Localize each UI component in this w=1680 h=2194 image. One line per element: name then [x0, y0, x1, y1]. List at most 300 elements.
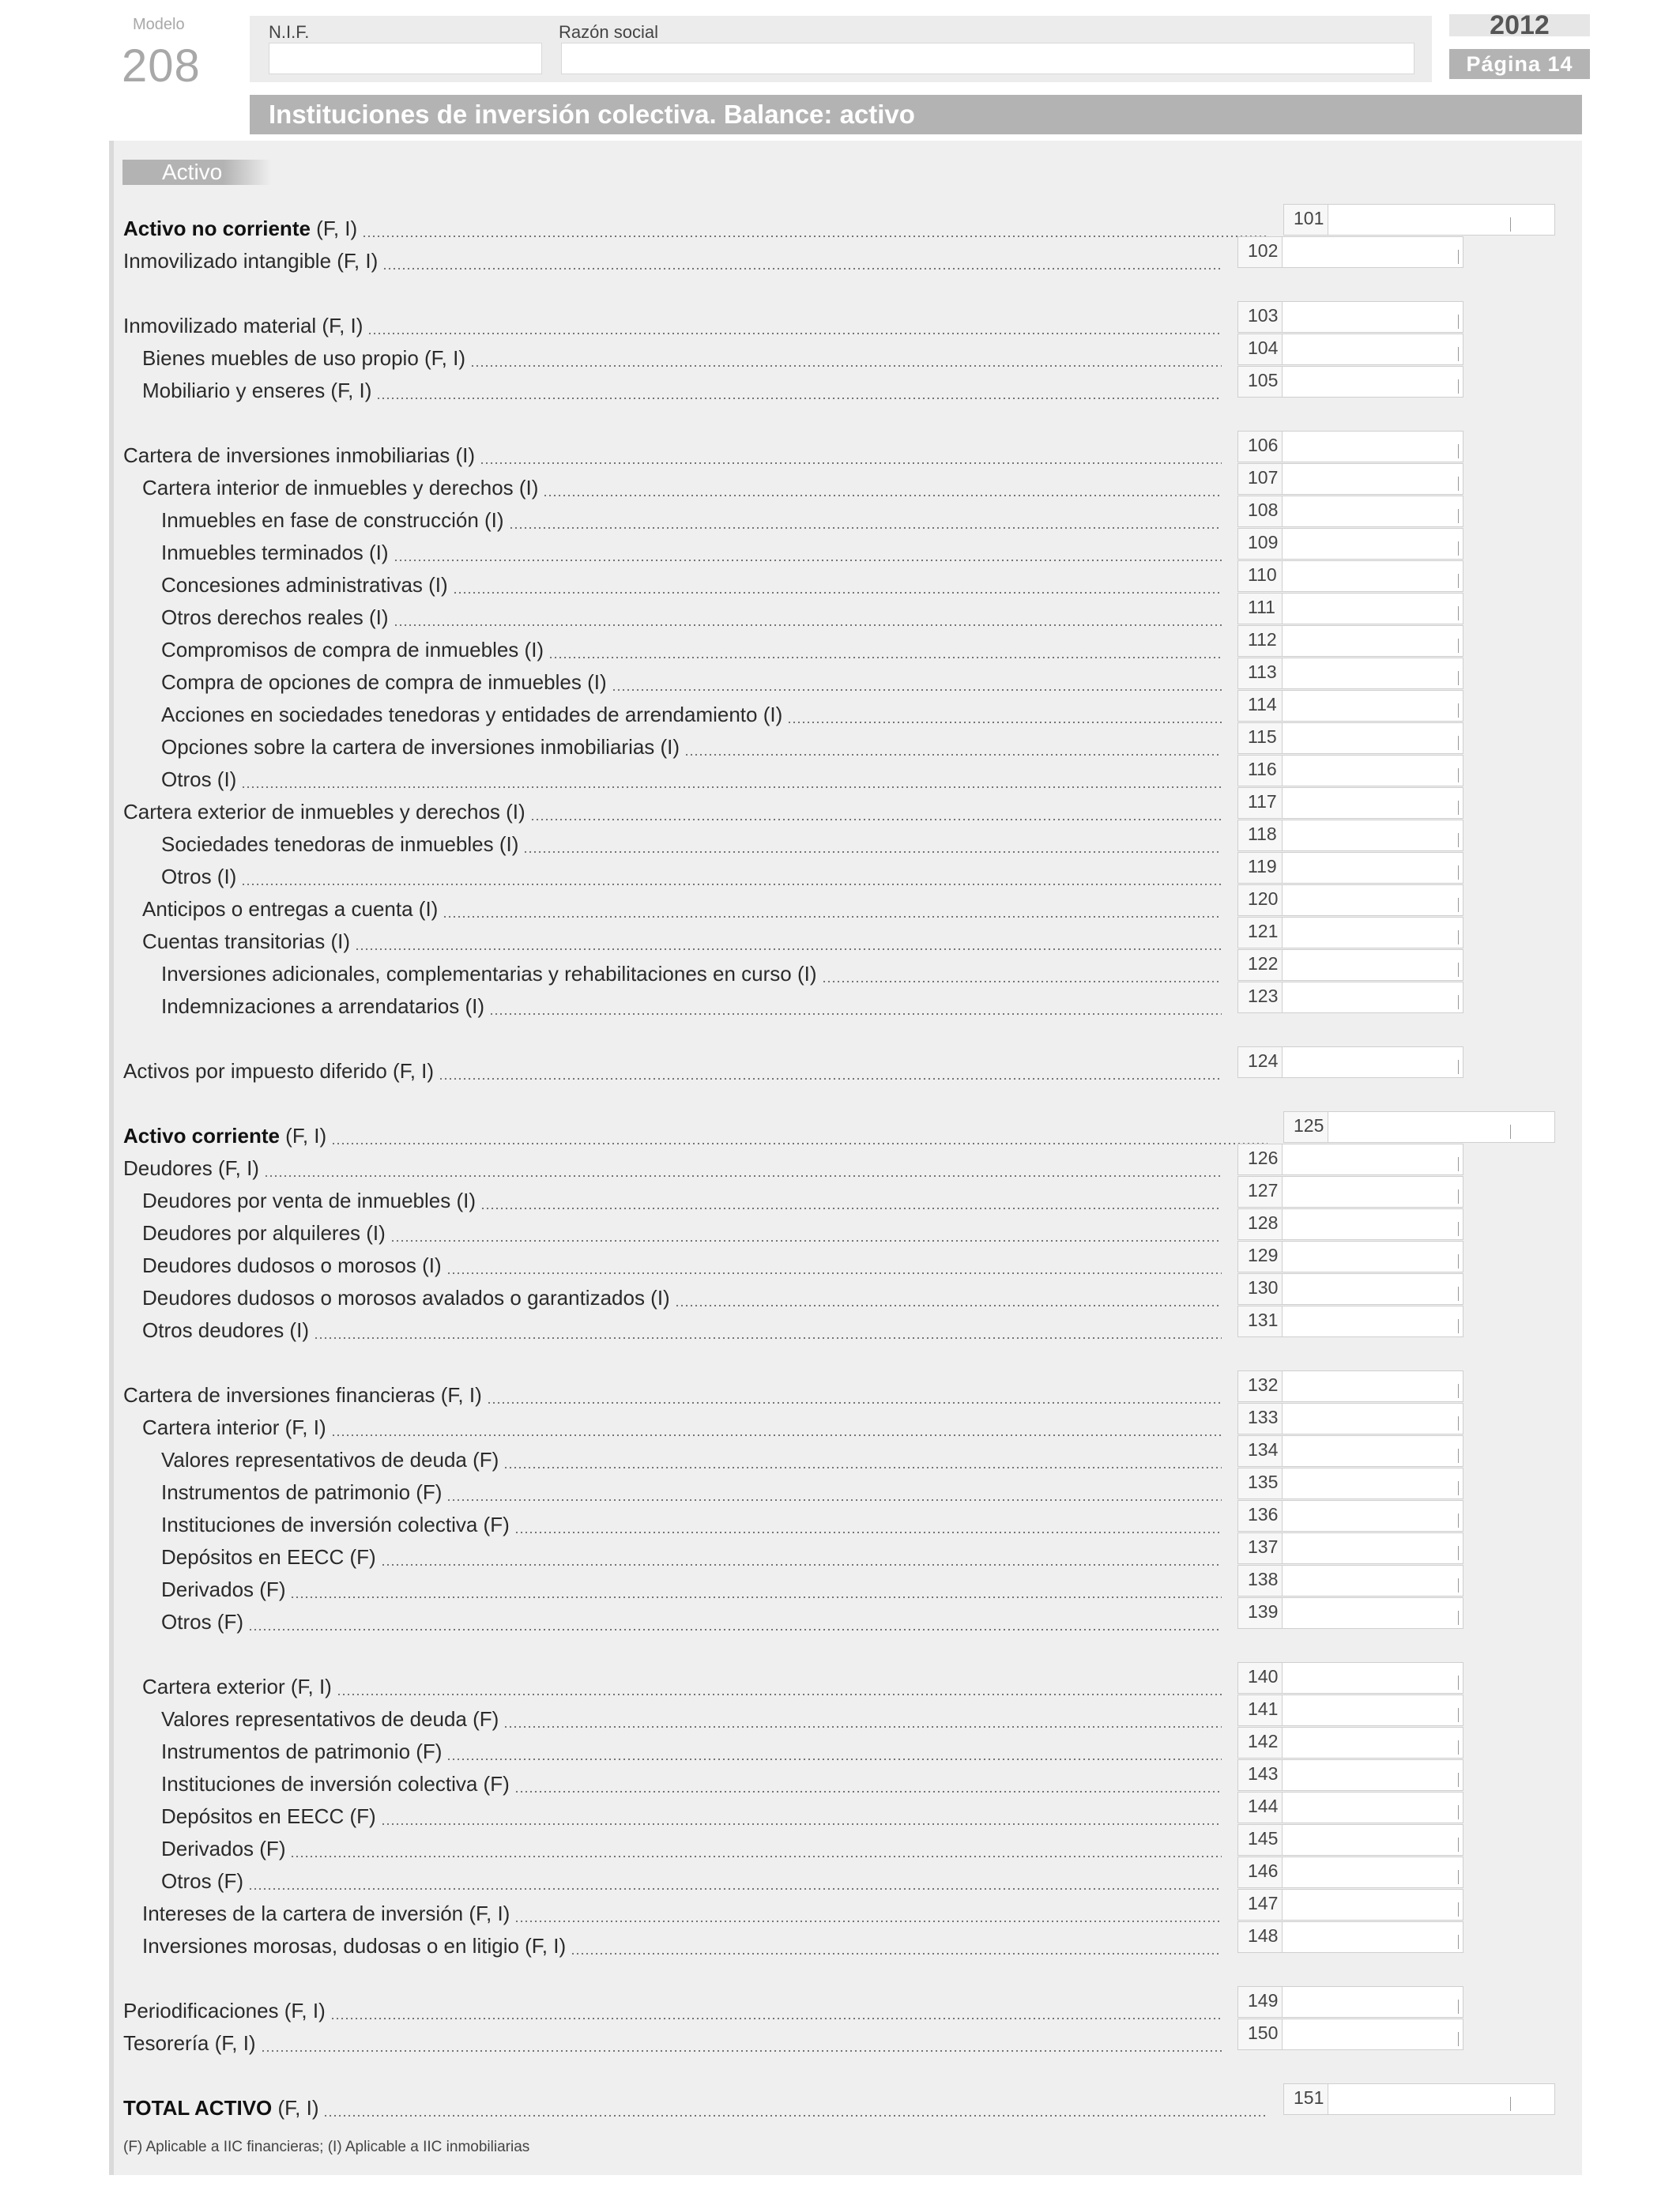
decimal-separator-mark [1458, 2032, 1459, 2046]
row-label-122 [161, 960, 817, 987]
row-label-text: Instrumentos de patrimonio (F) [161, 1740, 443, 1763]
row-label-bold: Activo corriente [123, 1124, 280, 1148]
row-label-131 [142, 1317, 309, 1344]
row-label-text: (F, I) [310, 217, 358, 240]
box-code-145: 145 [1237, 1824, 1282, 1856]
decimal-separator-mark [1458, 963, 1459, 977]
amount-input-110[interactable] [1282, 560, 1463, 592]
row-label-text: Instrumentos de patrimonio (F) [161, 1480, 443, 1504]
row-label-text: Depósitos en EECC (F) [161, 1545, 376, 1569]
dot-leader [248, 1629, 1222, 1630]
row-label-text: Cartera de inversiones financieras (F, I) [123, 1383, 482, 1407]
row-label-127 [142, 1187, 476, 1214]
decimal-separator-mark [1458, 1384, 1459, 1398]
box-code-147: 147 [1237, 1889, 1282, 1921]
box-code-116: 116 [1237, 755, 1282, 786]
box-code-121: 121 [1237, 917, 1282, 948]
decimal-separator-mark [1458, 1254, 1459, 1269]
box-code-122: 122 [1237, 949, 1282, 981]
row-label-118 [161, 831, 518, 858]
dot-leader [330, 2018, 1222, 2019]
row-label-126 [123, 1155, 259, 1182]
row-label-149 [123, 1997, 326, 2024]
dot-leader [571, 1953, 1222, 1955]
row-label-text: Activos por impuesto diferido (F, I) [123, 1059, 435, 1083]
box-code-101: 101 [1283, 204, 1328, 236]
decimal-separator-mark [1458, 1611, 1459, 1625]
decimal-separator-mark [1458, 1740, 1459, 1755]
row-label-text: Derivados (F) [161, 1578, 286, 1601]
dot-leader [453, 592, 1222, 594]
decimal-separator-mark [1458, 1416, 1459, 1431]
box-code-110: 110 [1237, 560, 1282, 592]
box-code-112: 112 [1237, 625, 1282, 657]
box-code-109: 109 [1237, 528, 1282, 560]
decimal-separator-mark [1458, 1773, 1459, 1787]
decimal-separator-mark [1458, 379, 1459, 394]
decimal-separator-mark [1458, 1578, 1459, 1593]
decimal-separator-mark [1458, 1902, 1459, 1917]
row-label-107 [142, 474, 538, 501]
row-label-text: Indemnizaciones a arrendatarios (I) [161, 994, 484, 1018]
dot-leader [248, 1888, 1222, 1890]
row-label-text: Cartera de inversiones inmobiliarias (I) [123, 443, 476, 467]
row-label-115 [161, 733, 680, 760]
row-label-129 [142, 1252, 442, 1279]
row-label-text: Compromisos de compra de inmuebles (I) [161, 638, 544, 662]
amount-input-118[interactable] [1282, 820, 1463, 851]
amount-input-111[interactable] [1282, 593, 1463, 624]
amount-input-121[interactable] [1282, 917, 1463, 948]
modelo-label: Modelo [133, 16, 185, 33]
box-code-139: 139 [1237, 1597, 1282, 1629]
dot-leader [684, 754, 1222, 756]
decimal-separator-mark [1458, 1189, 1459, 1204]
amount-input-125[interactable] [1328, 1111, 1555, 1143]
decimal-separator-mark [1458, 736, 1459, 750]
amount-input-127[interactable] [1282, 1176, 1463, 1208]
amount-input-151[interactable] [1328, 2083, 1555, 2115]
box-code-150: 150 [1237, 2019, 1282, 2050]
box-code-111: 111 [1237, 593, 1282, 624]
decimal-separator-mark [1458, 477, 1459, 491]
amount-input-145[interactable] [1282, 1824, 1463, 1856]
row-label-text: Inmovilizado material (F, I) [123, 314, 363, 337]
row-label-text: Sociedades tenedoras de inmuebles (I) [161, 832, 519, 856]
amount-input-148[interactable] [1282, 1921, 1463, 1953]
box-code-144: 144 [1237, 1792, 1282, 1823]
decimal-separator-mark [1458, 347, 1459, 361]
row-label-132 [123, 1382, 482, 1408]
box-code-120: 120 [1237, 884, 1282, 916]
box-code-105: 105 [1237, 366, 1282, 398]
decimal-separator-mark [1458, 1319, 1459, 1333]
dot-leader [480, 462, 1222, 464]
dot-leader [675, 1305, 1222, 1306]
row-label-110 [161, 571, 448, 598]
amount-input-105[interactable] [1282, 366, 1463, 398]
dot-leader [514, 1921, 1222, 1922]
decimal-separator-mark [1458, 606, 1459, 620]
row-label-148 [142, 1932, 566, 1959]
nif-input[interactable] [269, 43, 542, 74]
row-label-bold: TOTAL ACTIVO [123, 2096, 273, 2120]
row-label-139 [161, 1608, 243, 1635]
decimal-separator-mark [1458, 1449, 1459, 1463]
row-label-103 [123, 312, 363, 339]
decimal-separator-mark [1510, 1125, 1511, 1139]
amount-input-137[interactable] [1282, 1532, 1463, 1564]
row-label-120 [142, 895, 438, 922]
amount-input-115[interactable] [1282, 722, 1463, 754]
dot-leader [331, 1143, 1268, 1144]
box-code-148: 148 [1237, 1921, 1282, 1953]
row-label-119 [161, 863, 236, 890]
amount-input-130[interactable] [1282, 1273, 1463, 1305]
decimal-separator-mark [1458, 2000, 1459, 2014]
row-label-text: Derivados (F) [161, 1837, 286, 1860]
box-code-131: 131 [1237, 1306, 1282, 1337]
box-code-149: 149 [1237, 1986, 1282, 2018]
row-label-text: Inmuebles en fase de construcción (I) [161, 508, 504, 532]
row-label-text: Otros derechos reales (I) [161, 605, 389, 629]
razon-social-label: Razón social [559, 22, 658, 42]
box-code-135: 135 [1237, 1468, 1282, 1499]
dot-leader [314, 1337, 1222, 1339]
decimal-separator-mark [1510, 217, 1511, 232]
row-label-151 [123, 2094, 318, 2121]
amount-input-102[interactable] [1282, 236, 1463, 268]
decimal-separator-mark [1458, 574, 1459, 588]
row-label-146 [161, 1868, 243, 1894]
decimal-separator-mark [1458, 1676, 1459, 1690]
dot-leader [548, 657, 1222, 658]
dot-leader [264, 1175, 1222, 1177]
dot-leader [367, 333, 1222, 334]
row-label-text: Anticipos o entregas a cuenta (I) [142, 897, 439, 921]
amount-input-146[interactable] [1282, 1857, 1463, 1888]
box-code-143: 143 [1237, 1759, 1282, 1791]
row-label-text: Opciones sobre la cartera de inversiones inmobiliarias (I) [161, 735, 680, 759]
amount-input-117[interactable] [1282, 787, 1463, 819]
decimal-separator-mark [1458, 250, 1459, 264]
row-label-106 [123, 442, 475, 469]
amount-input-142[interactable] [1282, 1727, 1463, 1759]
row-label-141 [161, 1706, 499, 1732]
row-label-text: Acciones en sociedades tenedoras y entidades de arrendamiento (I) [161, 703, 783, 726]
dot-leader [503, 1726, 1222, 1728]
row-label-text: Inmuebles terminados (I) [161, 541, 389, 564]
row-label-114 [161, 701, 782, 728]
decimal-separator-mark [1458, 1935, 1459, 1949]
row-label-112 [161, 636, 544, 663]
row-label-text: Deudores dudosos o morosos avalados o garantizados (I) [142, 1286, 670, 1310]
box-code-128: 128 [1237, 1208, 1282, 1240]
dot-leader [362, 236, 1268, 237]
box-code-141: 141 [1237, 1695, 1282, 1726]
page-title: Instituciones de inversión colectiva. Balance: activo [250, 95, 1582, 134]
box-code-132: 132 [1237, 1370, 1282, 1402]
nif-label: N.I.F. [269, 22, 310, 42]
row-label-text: Valores representativos de deuda (F) [161, 1448, 499, 1472]
decimal-separator-mark [1458, 865, 1459, 880]
row-label-text: Inmovilizado intangible (F, I) [123, 249, 379, 273]
amount-input-114[interactable] [1282, 690, 1463, 722]
row-label-text: Otros (F) [161, 1869, 243, 1893]
amount-input-109[interactable] [1282, 528, 1463, 560]
row-label-text: (F, I) [279, 1124, 327, 1148]
row-label-text: Cuentas transitorias (I) [142, 929, 350, 953]
box-code-115: 115 [1237, 722, 1282, 754]
row-label-113 [161, 669, 607, 696]
dot-leader [480, 1208, 1222, 1209]
decimal-separator-mark [1458, 541, 1459, 556]
row-label-text: Compra de opciones de compra de inmuebles (I) [161, 670, 607, 694]
decimal-separator-mark [1458, 1870, 1459, 1884]
page-number-badge: Página 14 [1449, 49, 1590, 79]
amount-input-132[interactable] [1282, 1370, 1463, 1402]
row-label-text: Deudores dudosos o morosos (I) [142, 1253, 442, 1277]
row-label-123 [161, 993, 484, 1020]
amount-input-119[interactable] [1282, 852, 1463, 884]
decimal-separator-mark [1510, 2097, 1511, 2111]
row-label-bold: Activo no corriente [123, 217, 311, 240]
dot-leader [612, 689, 1222, 691]
decimal-separator-mark [1458, 1481, 1459, 1495]
row-label-text: Cartera exterior de inmuebles y derechos (I) [123, 800, 525, 824]
modelo-number: 208 [122, 40, 201, 92]
amount-input-135[interactable] [1282, 1468, 1463, 1499]
row-label-105 [142, 377, 371, 404]
amount-input-129[interactable] [1282, 1241, 1463, 1272]
box-code-133: 133 [1237, 1403, 1282, 1434]
row-label-104 [142, 345, 465, 371]
row-label-133 [142, 1414, 326, 1441]
row-label-117 [123, 798, 525, 825]
amount-input-136[interactable] [1282, 1500, 1463, 1532]
decimal-separator-mark [1458, 1546, 1459, 1560]
dot-leader [241, 884, 1222, 885]
dot-leader [381, 1823, 1222, 1825]
row-label-text: Inversiones morosas, dudosas o en litigio (F, I) [142, 1934, 567, 1958]
row-label-130 [142, 1284, 670, 1311]
row-label-137 [161, 1544, 376, 1570]
decimal-separator-mark [1458, 1157, 1459, 1171]
dot-leader [381, 1564, 1222, 1566]
decimal-separator-mark [1458, 833, 1459, 847]
decimal-separator-mark [1458, 639, 1459, 653]
amount-input-124[interactable] [1282, 1046, 1463, 1078]
row-label-text: Otros deudores (I) [142, 1318, 309, 1342]
dot-leader [787, 722, 1222, 723]
row-label-142 [161, 1738, 442, 1765]
row-label-text: Instituciones de inversión colectiva (F) [161, 1772, 510, 1796]
row-label-text: Depósitos en EECC (F) [161, 1804, 376, 1828]
amount-input-103[interactable] [1282, 301, 1463, 333]
amount-input-107[interactable] [1282, 463, 1463, 495]
decimal-separator-mark [1458, 1514, 1459, 1528]
dot-leader [337, 1694, 1222, 1695]
decimal-separator-mark [1458, 1222, 1459, 1236]
box-code-106: 106 [1237, 431, 1282, 462]
dot-leader [439, 1078, 1222, 1080]
decimal-separator-mark [1458, 768, 1459, 782]
box-code-125: 125 [1283, 1111, 1328, 1143]
footnote: (F) Aplicable a IIC financieras; (I) Aplicable a IIC inmobiliarias [123, 2139, 530, 2155]
dot-leader [376, 398, 1222, 399]
box-code-103: 103 [1237, 301, 1282, 333]
row-label-text: Concesiones administrativas (I) [161, 573, 448, 597]
row-label-128 [142, 1220, 386, 1246]
decimal-separator-mark [1458, 1838, 1459, 1852]
decimal-separator-mark [1458, 315, 1459, 329]
decimal-separator-mark [1458, 671, 1459, 685]
amount-input-144[interactable] [1282, 1792, 1463, 1823]
row-label-text: Tesorería (F, I) [123, 2031, 256, 2055]
row-label-136 [161, 1511, 510, 1538]
dot-leader [446, 1499, 1222, 1501]
amount-input-112[interactable] [1282, 625, 1463, 657]
dot-leader [290, 1856, 1222, 1857]
row-label-text: Cartera interior (F, I) [142, 1416, 326, 1439]
box-code-124: 124 [1237, 1046, 1282, 1078]
amount-input-128[interactable] [1282, 1208, 1463, 1240]
dot-leader [489, 1013, 1222, 1015]
decimal-separator-mark [1458, 509, 1459, 523]
amount-input-120[interactable] [1282, 884, 1463, 916]
razon-social-input[interactable] [561, 43, 1414, 74]
row-label-text: Mobiliario y enseres (F, I) [142, 379, 372, 402]
row-label-140 [142, 1673, 332, 1700]
row-label-text: Deudores por venta de inmuebles (I) [142, 1189, 477, 1212]
row-label-text: Deudores por alquileres (I) [142, 1221, 386, 1245]
dot-leader [543, 495, 1222, 496]
amount-input-139[interactable] [1282, 1597, 1463, 1629]
decimal-separator-mark [1458, 444, 1459, 458]
box-code-104: 104 [1237, 334, 1282, 365]
amount-input-101[interactable] [1328, 204, 1555, 236]
decimal-separator-mark [1458, 930, 1459, 944]
amount-input-140[interactable] [1282, 1662, 1463, 1694]
amount-input-108[interactable] [1282, 496, 1463, 527]
row-label-109 [161, 539, 389, 566]
dot-leader [446, 1759, 1222, 1760]
row-label-text: Inversiones adicionales, complementarias y rehabilitaciones en curso (I) [161, 962, 817, 986]
row-label-text: Instituciones de inversión colectiva (F) [161, 1513, 510, 1536]
dot-leader [822, 981, 1222, 982]
amount-input-134[interactable] [1282, 1435, 1463, 1467]
amount-input-149[interactable] [1282, 1986, 1463, 2018]
section-tab-activo: Activo [122, 160, 271, 185]
amount-input-116[interactable] [1282, 755, 1463, 786]
row-label-text: Bienes muebles de uso propio (F, I) [142, 346, 465, 370]
decimal-separator-mark [1458, 898, 1459, 912]
amount-input-143[interactable] [1282, 1759, 1463, 1791]
box-code-117: 117 [1237, 787, 1282, 819]
amount-input-147[interactable] [1282, 1889, 1463, 1921]
box-code-146: 146 [1237, 1857, 1282, 1888]
box-code-113: 113 [1237, 658, 1282, 689]
dot-leader [503, 1467, 1222, 1468]
row-label-144 [161, 1803, 376, 1830]
amount-input-106[interactable] [1282, 431, 1463, 462]
row-label-101 [123, 215, 357, 242]
row-label-124 [123, 1057, 434, 1084]
box-code-107: 107 [1237, 463, 1282, 495]
row-label-121 [142, 928, 350, 955]
decimal-separator-mark [1458, 1060, 1459, 1074]
row-label-text: Intereses de la cartera de inversión (F, I) [142, 1902, 510, 1925]
dot-leader [290, 1596, 1222, 1598]
box-code-102: 102 [1237, 236, 1282, 268]
amount-input-133[interactable] [1282, 1403, 1463, 1434]
amount-input-113[interactable] [1282, 658, 1463, 689]
row-label-145 [161, 1835, 285, 1862]
dot-leader [446, 1272, 1222, 1274]
dot-leader [530, 819, 1222, 820]
box-code-108: 108 [1237, 496, 1282, 527]
dot-leader [355, 948, 1222, 950]
row-label-108 [161, 507, 504, 533]
row-label-147 [142, 1900, 510, 1927]
row-label-150 [123, 2030, 256, 2056]
row-label-text: Otros (I) [161, 767, 237, 791]
row-label-143 [161, 1770, 510, 1797]
box-code-129: 129 [1237, 1241, 1282, 1272]
dot-leader [331, 1434, 1222, 1436]
row-label-116 [161, 766, 236, 793]
box-code-130: 130 [1237, 1273, 1282, 1305]
dot-leader [470, 365, 1222, 367]
dot-leader [241, 786, 1222, 788]
amount-input-131[interactable] [1282, 1306, 1463, 1337]
box-code-114: 114 [1237, 690, 1282, 722]
dot-leader [390, 1240, 1222, 1242]
decimal-separator-mark [1458, 1708, 1459, 1722]
dot-leader [261, 2050, 1222, 2052]
dot-leader [509, 527, 1222, 529]
amount-input-123[interactable] [1282, 982, 1463, 1013]
amount-input-104[interactable] [1282, 334, 1463, 365]
row-label-text: Otros (F) [161, 1610, 243, 1634]
amount-input-150[interactable] [1282, 2019, 1463, 2050]
dot-leader [323, 2115, 1268, 2117]
box-code-142: 142 [1237, 1727, 1282, 1759]
row-label-text: Valores representativos de deuda (F) [161, 1707, 499, 1731]
year-badge: 2012 [1449, 14, 1590, 36]
amount-input-138[interactable] [1282, 1565, 1463, 1596]
amount-input-122[interactable] [1282, 949, 1463, 981]
decimal-separator-mark [1458, 1805, 1459, 1819]
dot-leader [382, 268, 1222, 270]
box-code-140: 140 [1237, 1662, 1282, 1694]
box-code-123: 123 [1237, 982, 1282, 1013]
row-label-135 [161, 1479, 442, 1506]
amount-input-126[interactable] [1282, 1144, 1463, 1175]
decimal-separator-mark [1458, 801, 1459, 815]
dot-leader [394, 560, 1222, 561]
amount-input-141[interactable] [1282, 1695, 1463, 1726]
box-code-134: 134 [1237, 1435, 1282, 1467]
row-label-134 [161, 1446, 499, 1473]
row-label-text: (F, I) [272, 2096, 319, 2120]
dot-leader [514, 1532, 1222, 1533]
box-code-118: 118 [1237, 820, 1282, 851]
box-code-119: 119 [1237, 852, 1282, 884]
row-label-138 [161, 1576, 285, 1603]
row-label-102 [123, 247, 378, 274]
row-label-text: Cartera exterior (F, I) [142, 1675, 332, 1698]
